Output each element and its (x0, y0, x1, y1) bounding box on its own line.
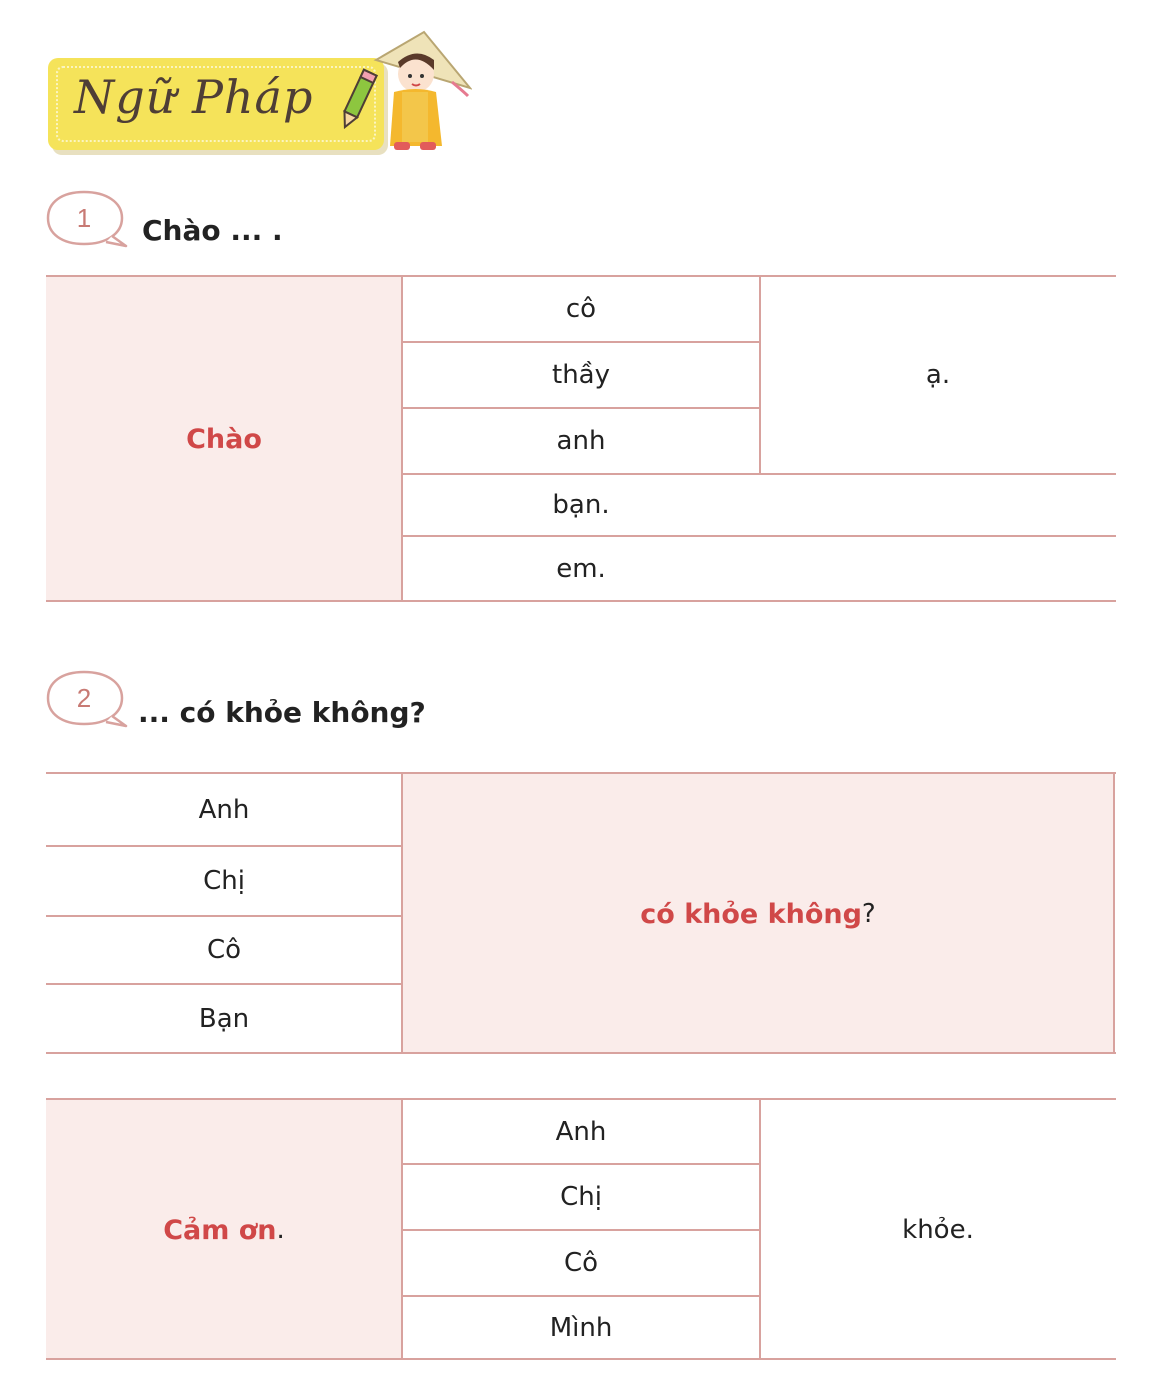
table-rule (402, 407, 760, 409)
table-rule (46, 275, 1116, 277)
health-question-phrase: có khỏe không (640, 898, 862, 930)
greeting-ending: ạ. (925, 360, 951, 390)
section-1-badge (46, 190, 130, 252)
table-rule (402, 535, 1116, 537)
table-rule (402, 1163, 760, 1165)
thanks-phrase-cell (46, 1100, 402, 1360)
title-banner (48, 58, 384, 150)
health-question-phrase-cell (402, 774, 1114, 1054)
subject-option: Cô (563, 1248, 599, 1278)
subject-option: Anh (555, 1117, 607, 1147)
girl-conical-hat-illustration (372, 30, 472, 154)
section-2-number: 2 (76, 682, 92, 713)
table-rule (402, 1295, 760, 1297)
thanks-phrase: Cảm ơn (163, 1214, 277, 1246)
subject-option: Chị (560, 1182, 602, 1212)
page-title: Ngữ Pháp (74, 70, 314, 124)
greeting-option: em. (556, 554, 606, 584)
section-1-number: 1 (76, 202, 92, 233)
table-divider (401, 774, 403, 1054)
table-divider (401, 276, 403, 602)
table-divider (759, 276, 761, 474)
section-1-title: Chào ... . (142, 214, 283, 247)
subject-option: Chị (203, 866, 245, 896)
table-rule (402, 1229, 760, 1231)
table-rule (46, 1358, 1116, 1360)
answer-ending: khỏe. (902, 1215, 974, 1245)
subject-option: Bạn (198, 1004, 250, 1034)
table-divider (1113, 774, 1115, 1054)
table-divider (401, 1100, 403, 1360)
greeting-option: anh (556, 426, 606, 456)
table-rule (46, 915, 402, 917)
greeting-option: bạn. (552, 490, 610, 520)
table-rule (46, 600, 1116, 602)
greeting-option: cô (565, 294, 597, 324)
greeting-key-word: Chào (46, 276, 402, 602)
table-rule (46, 983, 402, 985)
subject-option: Mình (549, 1313, 613, 1343)
table-rule (46, 772, 1116, 774)
table-rule (46, 1098, 1116, 1100)
section-2-title: ... có khỏe không? (138, 696, 426, 729)
table-rule (402, 341, 760, 343)
subject-option: Anh (198, 795, 250, 825)
table-divider (759, 1100, 761, 1360)
subject-option: Cô (206, 935, 242, 965)
section-2-badge (46, 670, 130, 732)
table-rule (46, 845, 402, 847)
table-rule (46, 1052, 1116, 1054)
greeting-option: thầy (552, 360, 610, 390)
question-mark: ? (861, 899, 876, 929)
period-mark: . (276, 1215, 285, 1245)
